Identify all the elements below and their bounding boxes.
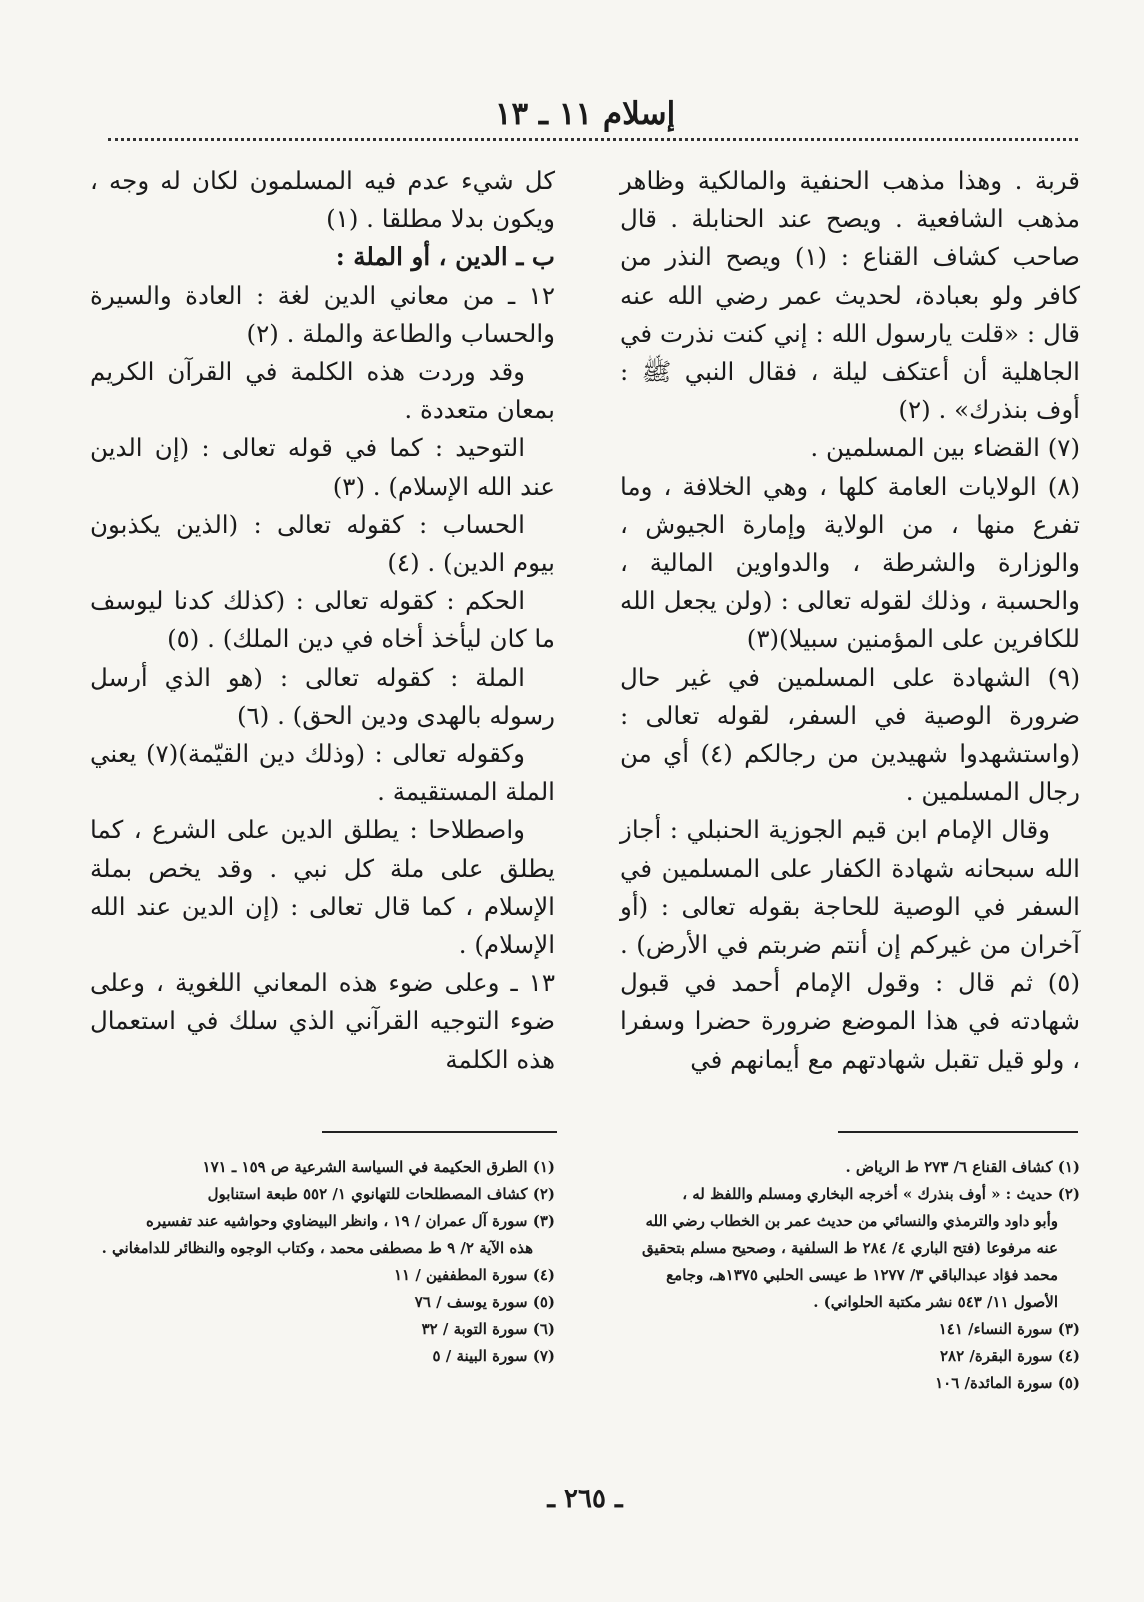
footnote: (١) الطرق الحكيمة في السياسة الشرعية ص ١٥٩ ـ ١٧١ — [202, 1158, 555, 1176]
footnotes-right — [620, 1154, 1080, 1397]
paragraph: كل شيء عدم فيه المسلمون لكان له وجه ، ويكون بدلا مطلقا . (١) — [90, 166, 555, 234]
section-heading: ب ـ الدين ، أو الملة : — [335, 242, 555, 272]
footnote: (٤) سورة المطففين / ١١ — [393, 1266, 555, 1284]
paragraph: التوحيد : كما في قوله تعالى : (إن الدين عند الله الإسلام) . (٣) — [90, 433, 555, 501]
footnote: (٦) سورة التوبة / ٣٢ — [421, 1320, 555, 1338]
paragraph: وقال الإمام ابن قيم الجوزية الحنبلي : أجاز الله سبحانه شهادة الكفار على المسلمين في السفر في الوصية للحاجة بقوله تعالى : (أو آخران من غيركم إن أنتم ضربتم في الأرض) . (٥) ثم قال : وقول الإمام أحمد في قبول شهادته في هذا الموضع ضرورة حضرا وسفرا ، ولو قيل تقبل شهادتهم مع أيمانهم في — [620, 815, 1080, 1074]
footnote: (٢) حديث : « أوف بنذرك » أخرجه البخاري ومسلم واللفظ له ، — [682, 1185, 1080, 1203]
footnote: (٤) سورة البقرة/ ٢٨٢ — [940, 1347, 1080, 1365]
paragraph: ١٣ ـ وعلى ضوء هذه المعاني اللغوية ، وعلى ضوء التوجيه القرآني الذي سلك في استعمال هذه الكلمة — [90, 968, 555, 1074]
right-column — [620, 162, 1080, 1079]
paragraph: وقد وردت هذه الكلمة في القرآن الكريم بمعان متعددة . — [90, 357, 555, 425]
footnote-rule — [322, 1131, 557, 1133]
paragraph: (٨) الولايات العامة كلها ، وهي الخلافة ، وما تفرع منها ، من الولاية وإمارة الجيوش ، والوزارة والشرطة ، والدواوين المالية ، والحسبة ، وذلك لقوله تعالى : (ولن يجعل الله للكافرين على المؤمنين سبيلا)(٣) — [620, 471, 1080, 654]
paragraph: (٩) الشهادة على المسلمين في غير حال ضرورة الوصية في السفر، لقوله تعالى : (واستشهدوا شهيدين من رجالكم (٤) أي من رجال المسلمين . — [620, 662, 1080, 807]
left-column — [90, 162, 555, 1079]
paragraph: قربة . وهذا مذهب الحنفية والمالكية وظاهر مذهب الشافعية . ويصح عند الحنابلة . قال صاحب كشاف القناع : (١) ويصح النذر من كافر ولو بعبادة، لحديث عمر رضي الله عنه قال : «قلت يارسول الله : إني كنت نذرت في الجاهلية أن أعتكف ليلة ، فقال النبي ﷺ : أوف بنذرك» . (٢) — [620, 166, 1080, 425]
footnote: (٣) سورة النساء/ ١٤١ — [938, 1320, 1080, 1338]
footnote: (٥) سورة المائدة/ ١٠٦ — [935, 1374, 1080, 1392]
footnotes-left — [90, 1154, 555, 1370]
footnote: (١) كشاف القناع ٦/ ٢٧٣ ط الرياض . — [845, 1158, 1080, 1176]
paragraph: (٧) القضاء بين المسلمين . — [810, 433, 1080, 463]
paragraph: الحساب : كقوله تعالى : (الذين يكذبون بيوم الدين) . (٤) — [90, 509, 555, 578]
paragraph: واصطلاحا : يطلق الدين على الشرع ، كما يطلق على ملة كل نبي . وقد يخص بملة الإسلام ، كما قال تعالى : (إن الدين عند الله الإسلام) . — [90, 815, 555, 960]
footnote: (٥) سورة يوسف / ٧٦ — [414, 1293, 555, 1311]
footnote: هذه الآية ٢/ ٩ ط مصطفى محمد ، وكتاب الوجوه والنظائر للدامغاني . — [101, 1239, 533, 1257]
paragraph: وكقوله تعالى : (وذلك دين القيّمة)(٧) يعني الملة المستقيمة . — [90, 739, 555, 807]
header-divider — [108, 138, 1078, 141]
footnote: (٧) سورة البينة / ٥ — [432, 1347, 555, 1365]
paragraph: الحكم : كقوله تعالى : (كذلك كدنا ليوسف ما كان ليأخذ أخاه في دين الملك) . (٥) — [90, 586, 555, 654]
page-header: إسلام ١١ ـ ١٣ — [494, 96, 676, 132]
footnote: وأبو داود والترمذي والنسائي من حديث عمر بن الخطاب رضي الله عنه مرفوعا (فتح الباري ٤/ ٢٨٤ ط السلفية ، وصحيح مسلم بتحقيق محمد فؤاد عبدالباقي ٣/ ١٢٧٧ ط عيسى الحلبي ١٣٧٥هـ، وجامع الأصول ١١/ ٥٤٣ نشر مكتبة الحلواني) . — [642, 1212, 1058, 1311]
footnote: (٣) سورة آل عمران / ١٩ ، وانظر البيضاوي وحواشيه عند تفسيره — [146, 1212, 555, 1230]
paragraph: ١٢ ـ من معاني الدين لغة : العادة والسيرة والحساب والطاعة والملة . (٢) — [90, 280, 555, 348]
page-number: ـ ٢٦٥ ـ — [547, 1484, 623, 1514]
paragraph: الملة : كقوله تعالى : (هو الذي أرسل رسوله بالهدى ودين الحق) . (٦) — [90, 662, 555, 730]
footnote-rule — [838, 1131, 1078, 1133]
footnote: (٢) كشاف المصطلحات للتهانوي ١/ ٥٥٢ طبعة استنابول — [207, 1185, 555, 1203]
